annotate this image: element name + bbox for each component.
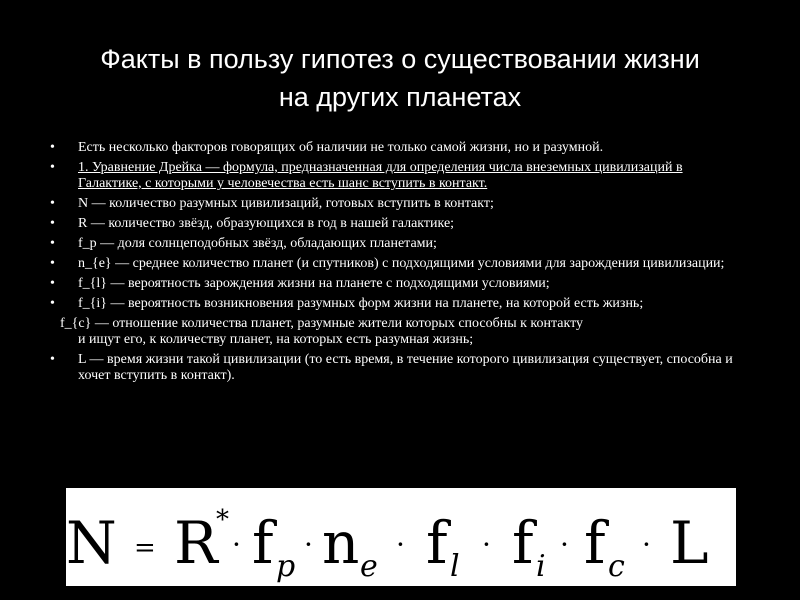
bullet-text: Есть несколько факторов говорящих об наличии не только самой жизни, но и разумной. (78, 140, 604, 155)
list-item (40, 296, 740, 312)
list-item (40, 352, 740, 384)
formula-equals: = (134, 533, 156, 563)
bullet-text: n_{e} — среднее количество планет (и спутников) с подходящими условиями для зарождения цивилизации; (78, 256, 725, 271)
bullet-text: L — время жизни такой цивилизации (то есть время, в течение которого цивилизация существует, способна и хочет вступить в контакт). (78, 352, 733, 383)
list-item (40, 316, 740, 348)
formula-n: n (322, 509, 360, 577)
formula-dot-1: · (232, 528, 241, 561)
bullet-icon: • (50, 236, 55, 251)
bullet-icon: • (50, 196, 55, 211)
formula-N: N (66, 509, 117, 577)
bullet-icon: • (50, 140, 55, 155)
formula-R: R (174, 509, 218, 577)
drake-equation-formula (66, 488, 736, 586)
formula-graphic (66, 488, 736, 586)
bullet-text: f_{l} — вероятность зарождения жизни на планете с подходящими условиями; (78, 276, 550, 291)
formula-sub-i: i (536, 549, 546, 584)
formula-sub-p: p (276, 549, 296, 584)
list-item (40, 256, 740, 272)
bullet-icon: • (50, 216, 55, 231)
bullet-text: f_{i} — вероятность возникновения разумных форм жизни на планете, на которой есть жизнь; (78, 296, 644, 311)
formula-sub-c: c (608, 549, 625, 584)
formula-f-1: f (252, 509, 274, 577)
bullet-icon: • (50, 276, 55, 291)
formula-f-2: f (426, 509, 448, 577)
formula-dot-2: · (304, 528, 313, 561)
formula-f-3: f (512, 509, 534, 577)
list-item (40, 140, 740, 156)
list-item (40, 160, 740, 192)
list-item (40, 216, 740, 232)
formula-f-4: f (584, 509, 606, 577)
formula-dot-6: · (642, 528, 651, 561)
bullet-text: f_p — доля солнцеподобных звёзд, обладающих планетами; (78, 236, 437, 251)
slide-title (30, 40, 770, 116)
list-item (40, 276, 740, 292)
bullet-icon: • (50, 160, 55, 175)
formula-dot-3: · (396, 528, 405, 561)
bullet-list (40, 140, 740, 388)
list-item (40, 236, 740, 252)
formula-L: L (670, 509, 709, 577)
formula-dot-5: · (560, 528, 569, 561)
drake-equation-link[interactable]: 1. Уравнение Дрейка — формула, предназначенная для определения числа внеземных цивилизаций в Галактике, с которыми у человечества есть шанс вступить в контакт. (78, 160, 683, 191)
list-item (40, 196, 740, 212)
formula-sub-l: l (450, 549, 460, 584)
bullet-text-line-2: и ищут его, к количеству планет, на которых есть разумная жизнь; (78, 332, 474, 347)
bullet-text: N — количество разумных цивилизаций, готовых вступить в контакт; (78, 196, 494, 211)
title-line-2: на других планетах (278, 82, 522, 112)
bullet-text-line-1: f_{c} — отношение количества планет, разумные жители которых способны к контакту (60, 316, 584, 331)
bullet-icon: • (50, 352, 55, 367)
bullet-text: R — количество звёзд, образующихся в год в нашей галактике; (78, 216, 455, 231)
bullet-icon: • (50, 296, 55, 311)
formula-sub-e: e (360, 549, 378, 584)
title-line-1: Факты в пользу гипотез о существовании жизни (100, 44, 700, 74)
formula-star: * (216, 505, 229, 535)
formula-dot-4: · (482, 528, 491, 561)
bullet-icon: • (50, 256, 55, 271)
